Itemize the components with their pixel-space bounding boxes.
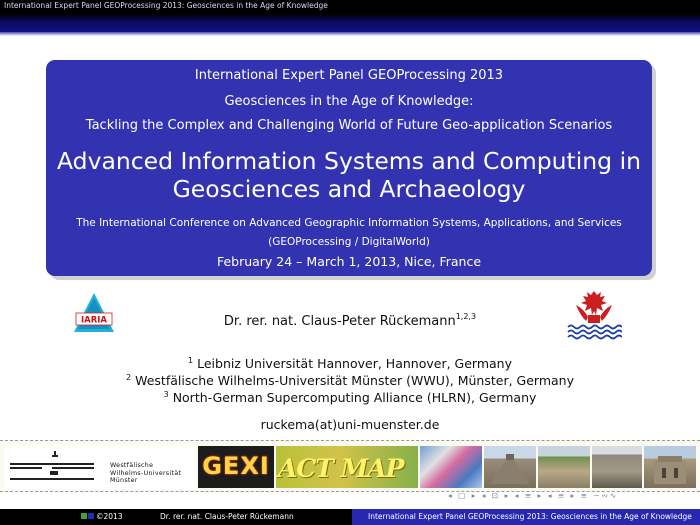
wwu-logo xyxy=(4,445,196,489)
nice-coat-of-arms xyxy=(566,287,622,343)
date-place: February 24 – March 1, 2013, Nice, France xyxy=(216,254,482,269)
conference-short: (GEOProcessing / DigitalWorld) xyxy=(268,236,430,248)
affiliation-3: $^3$ North-German Supercomputing Alliance (HLRN), Germany xyxy=(163,390,537,405)
affiliation-1: $^1$ Leibniz Universität Hannover, Hannover, Germany xyxy=(188,356,512,371)
footer-author: Dr. rer. nat. Claus-Peter Rückemann xyxy=(160,512,294,521)
photo-pyramid xyxy=(484,446,536,488)
wwu-logo-bars xyxy=(10,451,94,485)
conference-name: The International Conference on Advanced Geographic Information Systems, Applications, and Services xyxy=(76,217,622,229)
main-title-line2: Geosciences and Archaeology xyxy=(172,175,526,203)
email: ruckema(at)uni-muenster.de xyxy=(260,417,440,432)
panel-subtheme: Tackling the Complex and Challenging World of Future Geo-application Scenarios xyxy=(85,118,613,133)
footer-title: International Expert Panel GEOProcessing 2013: Geosciences in the Age of Knowledge xyxy=(368,512,692,521)
title-box xyxy=(46,60,652,276)
navy-band xyxy=(0,14,700,32)
panel-theme: Geosciences in the Age of Knowledge: xyxy=(224,94,474,109)
gexi-logo-text: GEXI xyxy=(202,452,270,480)
photo-temple xyxy=(644,446,696,488)
wwu-logo-text: Westfälische Wilhelms-Universität Münster xyxy=(110,462,182,484)
actmap-logo xyxy=(276,446,418,488)
main-title-line1: Advanced Information Systems and Computing in xyxy=(56,147,641,175)
photo-ruins-2 xyxy=(592,446,642,488)
actmap-logo-text: ACT MAP xyxy=(278,454,404,483)
affiliation-2: $^2$ Westfälische Wilhelms-Universität Münster (WWU), Münster, Germany xyxy=(126,373,574,388)
photo-ruins-1 xyxy=(538,446,590,488)
panel-name: International Expert Panel GEOProcessing 2013 xyxy=(194,68,504,83)
footer-mark-blue xyxy=(88,513,94,519)
running-title: International Expert Panel GEOProcessing 2013: Geosciences in the Age of Knowledge xyxy=(4,1,328,10)
beamer-nav-icons[interactable]: ◂ □ ▸ ◂ ⊡ ▸ ◂ ≡ ▸ ◂ ≡ ▸ ≡ ∽∾∿ xyxy=(448,491,619,500)
author-affiliation-refs: 1,2,3 xyxy=(455,312,477,321)
footer-copyright: ©2013 xyxy=(96,512,123,521)
author-name: Dr. rer. nat. Claus-Peter Rückemann xyxy=(223,314,456,329)
gexi-logo xyxy=(198,446,274,488)
iaria-logo-text: IARIA xyxy=(80,315,108,326)
footer-mark-green xyxy=(81,513,87,519)
photo-collage xyxy=(420,446,482,488)
navy-fade xyxy=(0,32,700,36)
